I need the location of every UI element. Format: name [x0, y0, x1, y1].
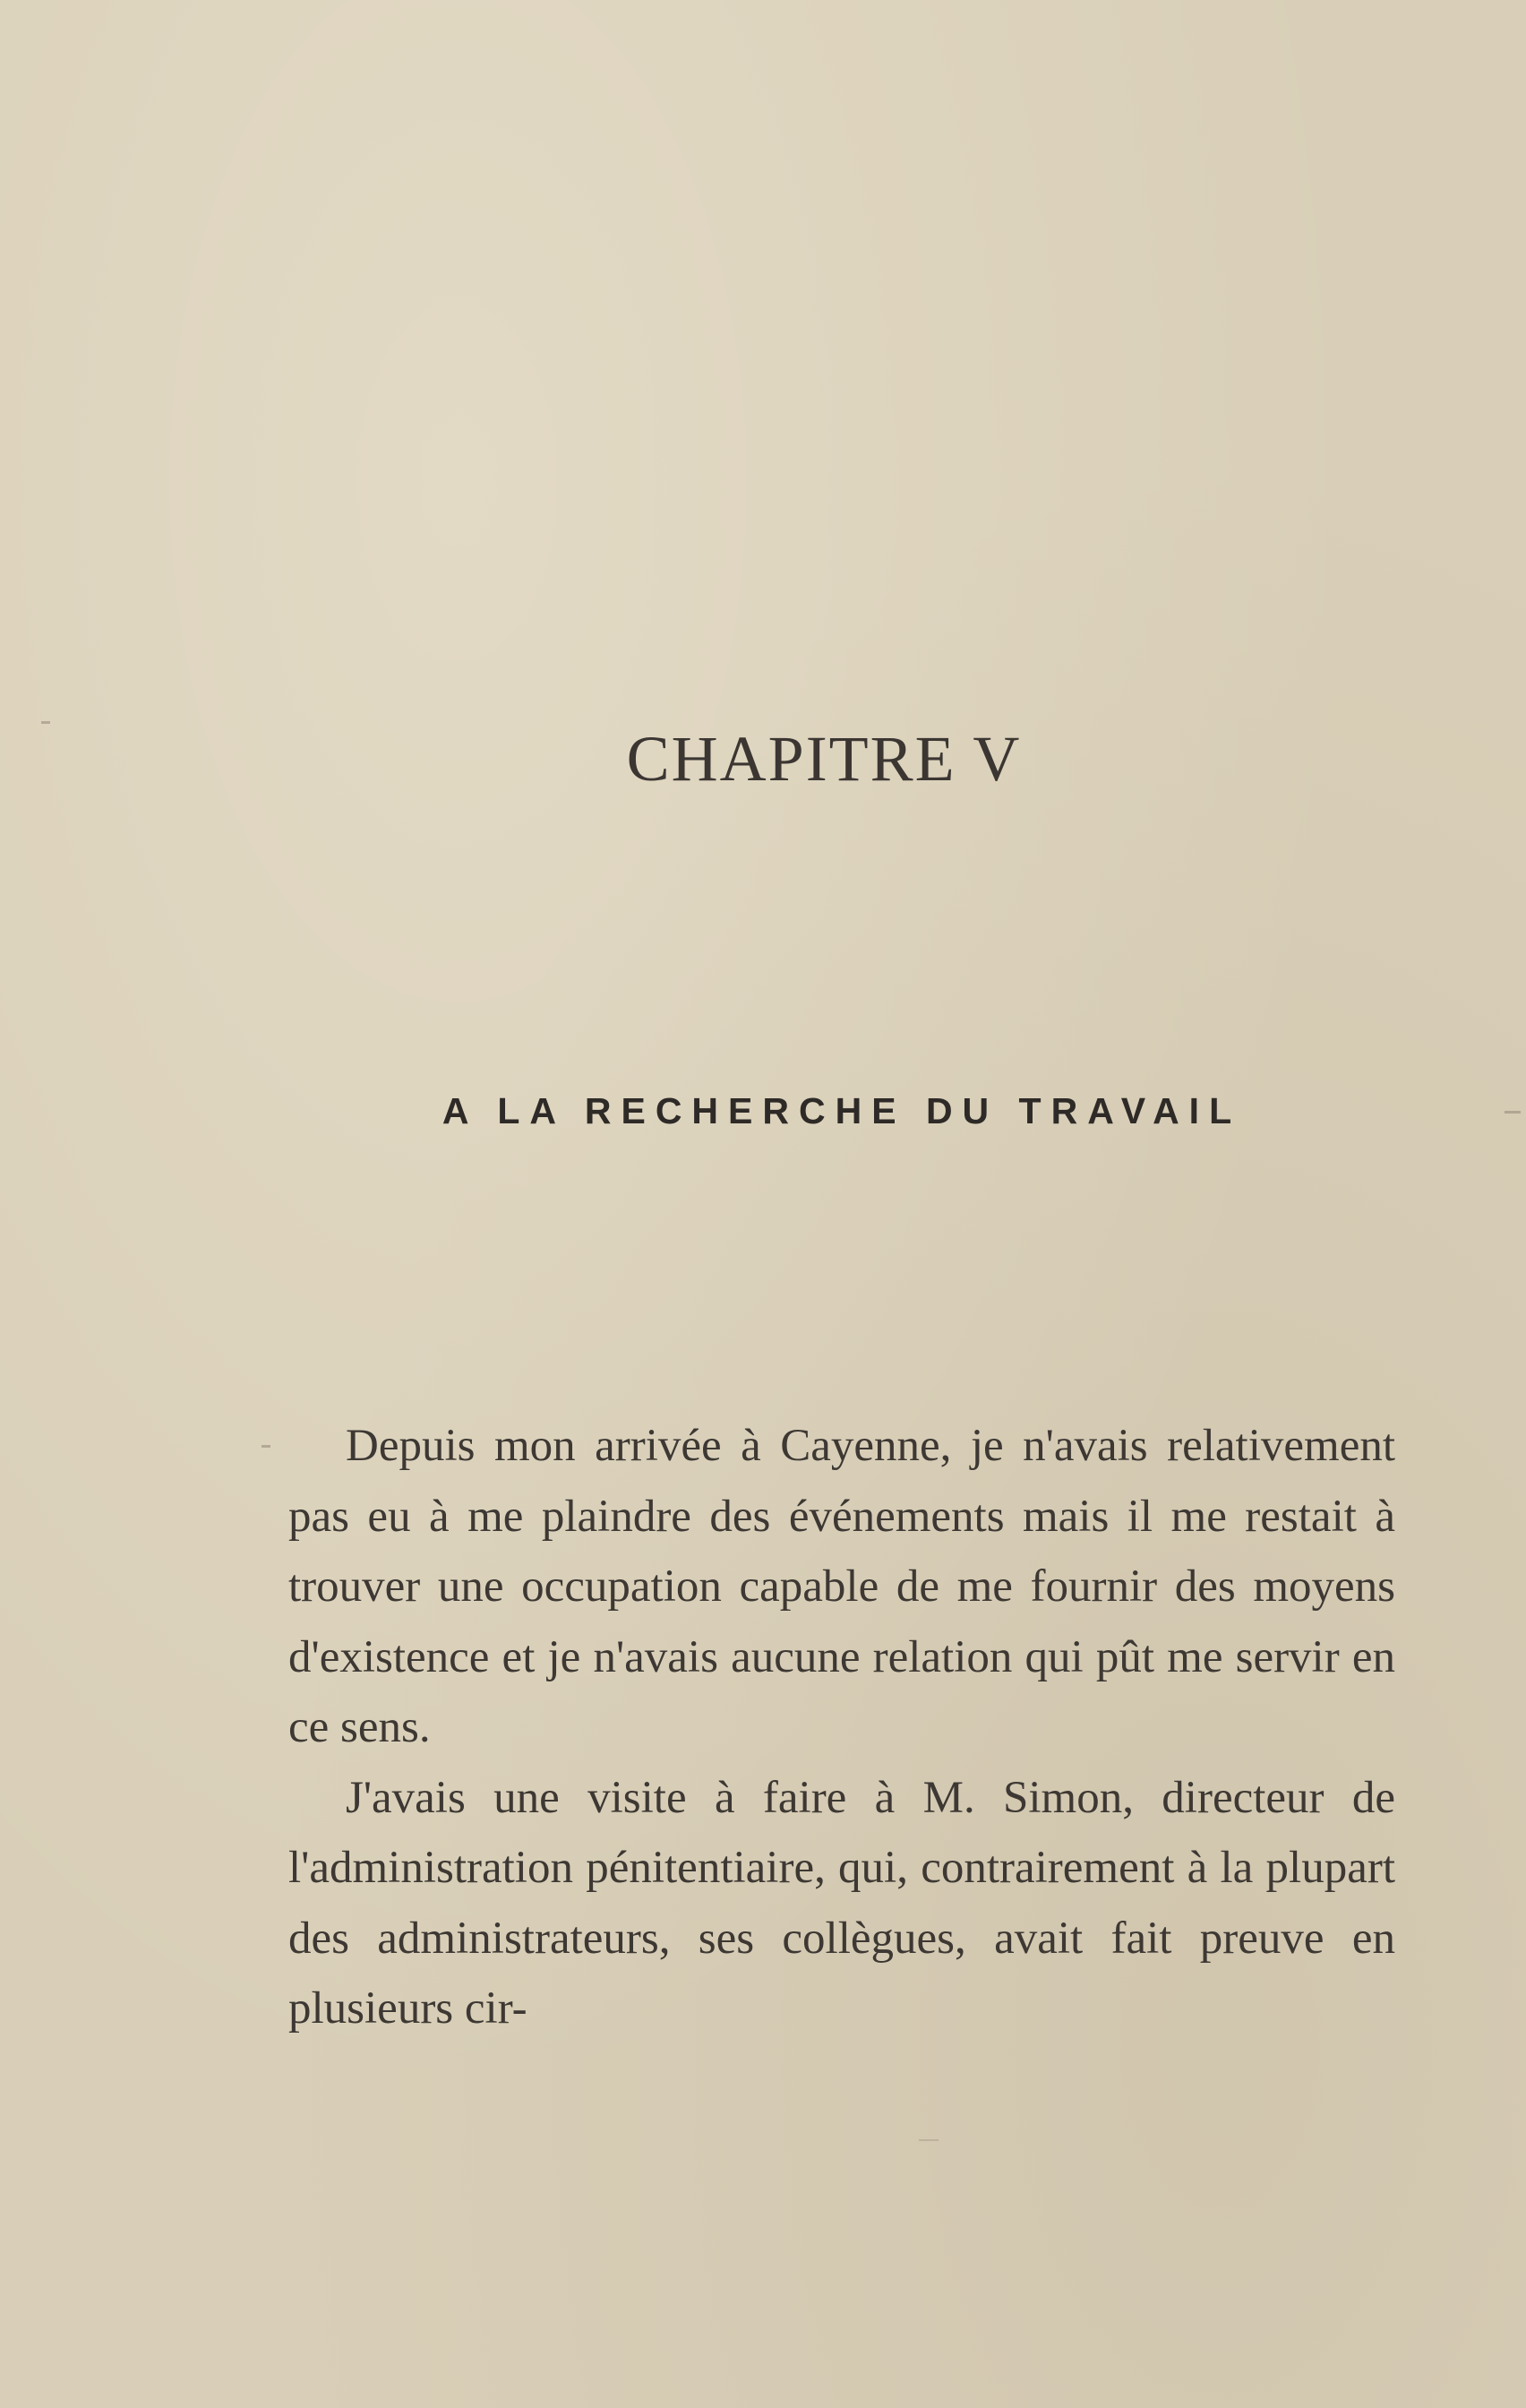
- body-text: [288, 1411, 1395, 2044]
- paper-speck: [1505, 1111, 1521, 1114]
- paper-speck: [919, 2139, 939, 2141]
- chapter-subtitle: A LA RECHERCHE DU TRAVAIL: [442, 1090, 1242, 1131]
- paper-speck: [41, 721, 50, 724]
- paragraph-2: J'avais une visite à faire à M. Simon, directeur de l'administration pénitentiaire, qui, contrairement à la plupart des administrateurs, ses collègues, avait fait preuve en plusieurs cir-: [288, 1772, 1395, 2034]
- paper-speck: [261, 1445, 270, 1448]
- paragraph-1: Depuis mon arrivée à Cayenne, je n'avais relativement pas eu à me plaindre des événements mais il me restait à trouver une occupation capable de me fournir des moyens d'existence et je n'avais aucune relation qui pût me servir en ce sens.: [288, 1421, 1395, 1752]
- chapter-title: CHAPITRE V: [626, 723, 1022, 795]
